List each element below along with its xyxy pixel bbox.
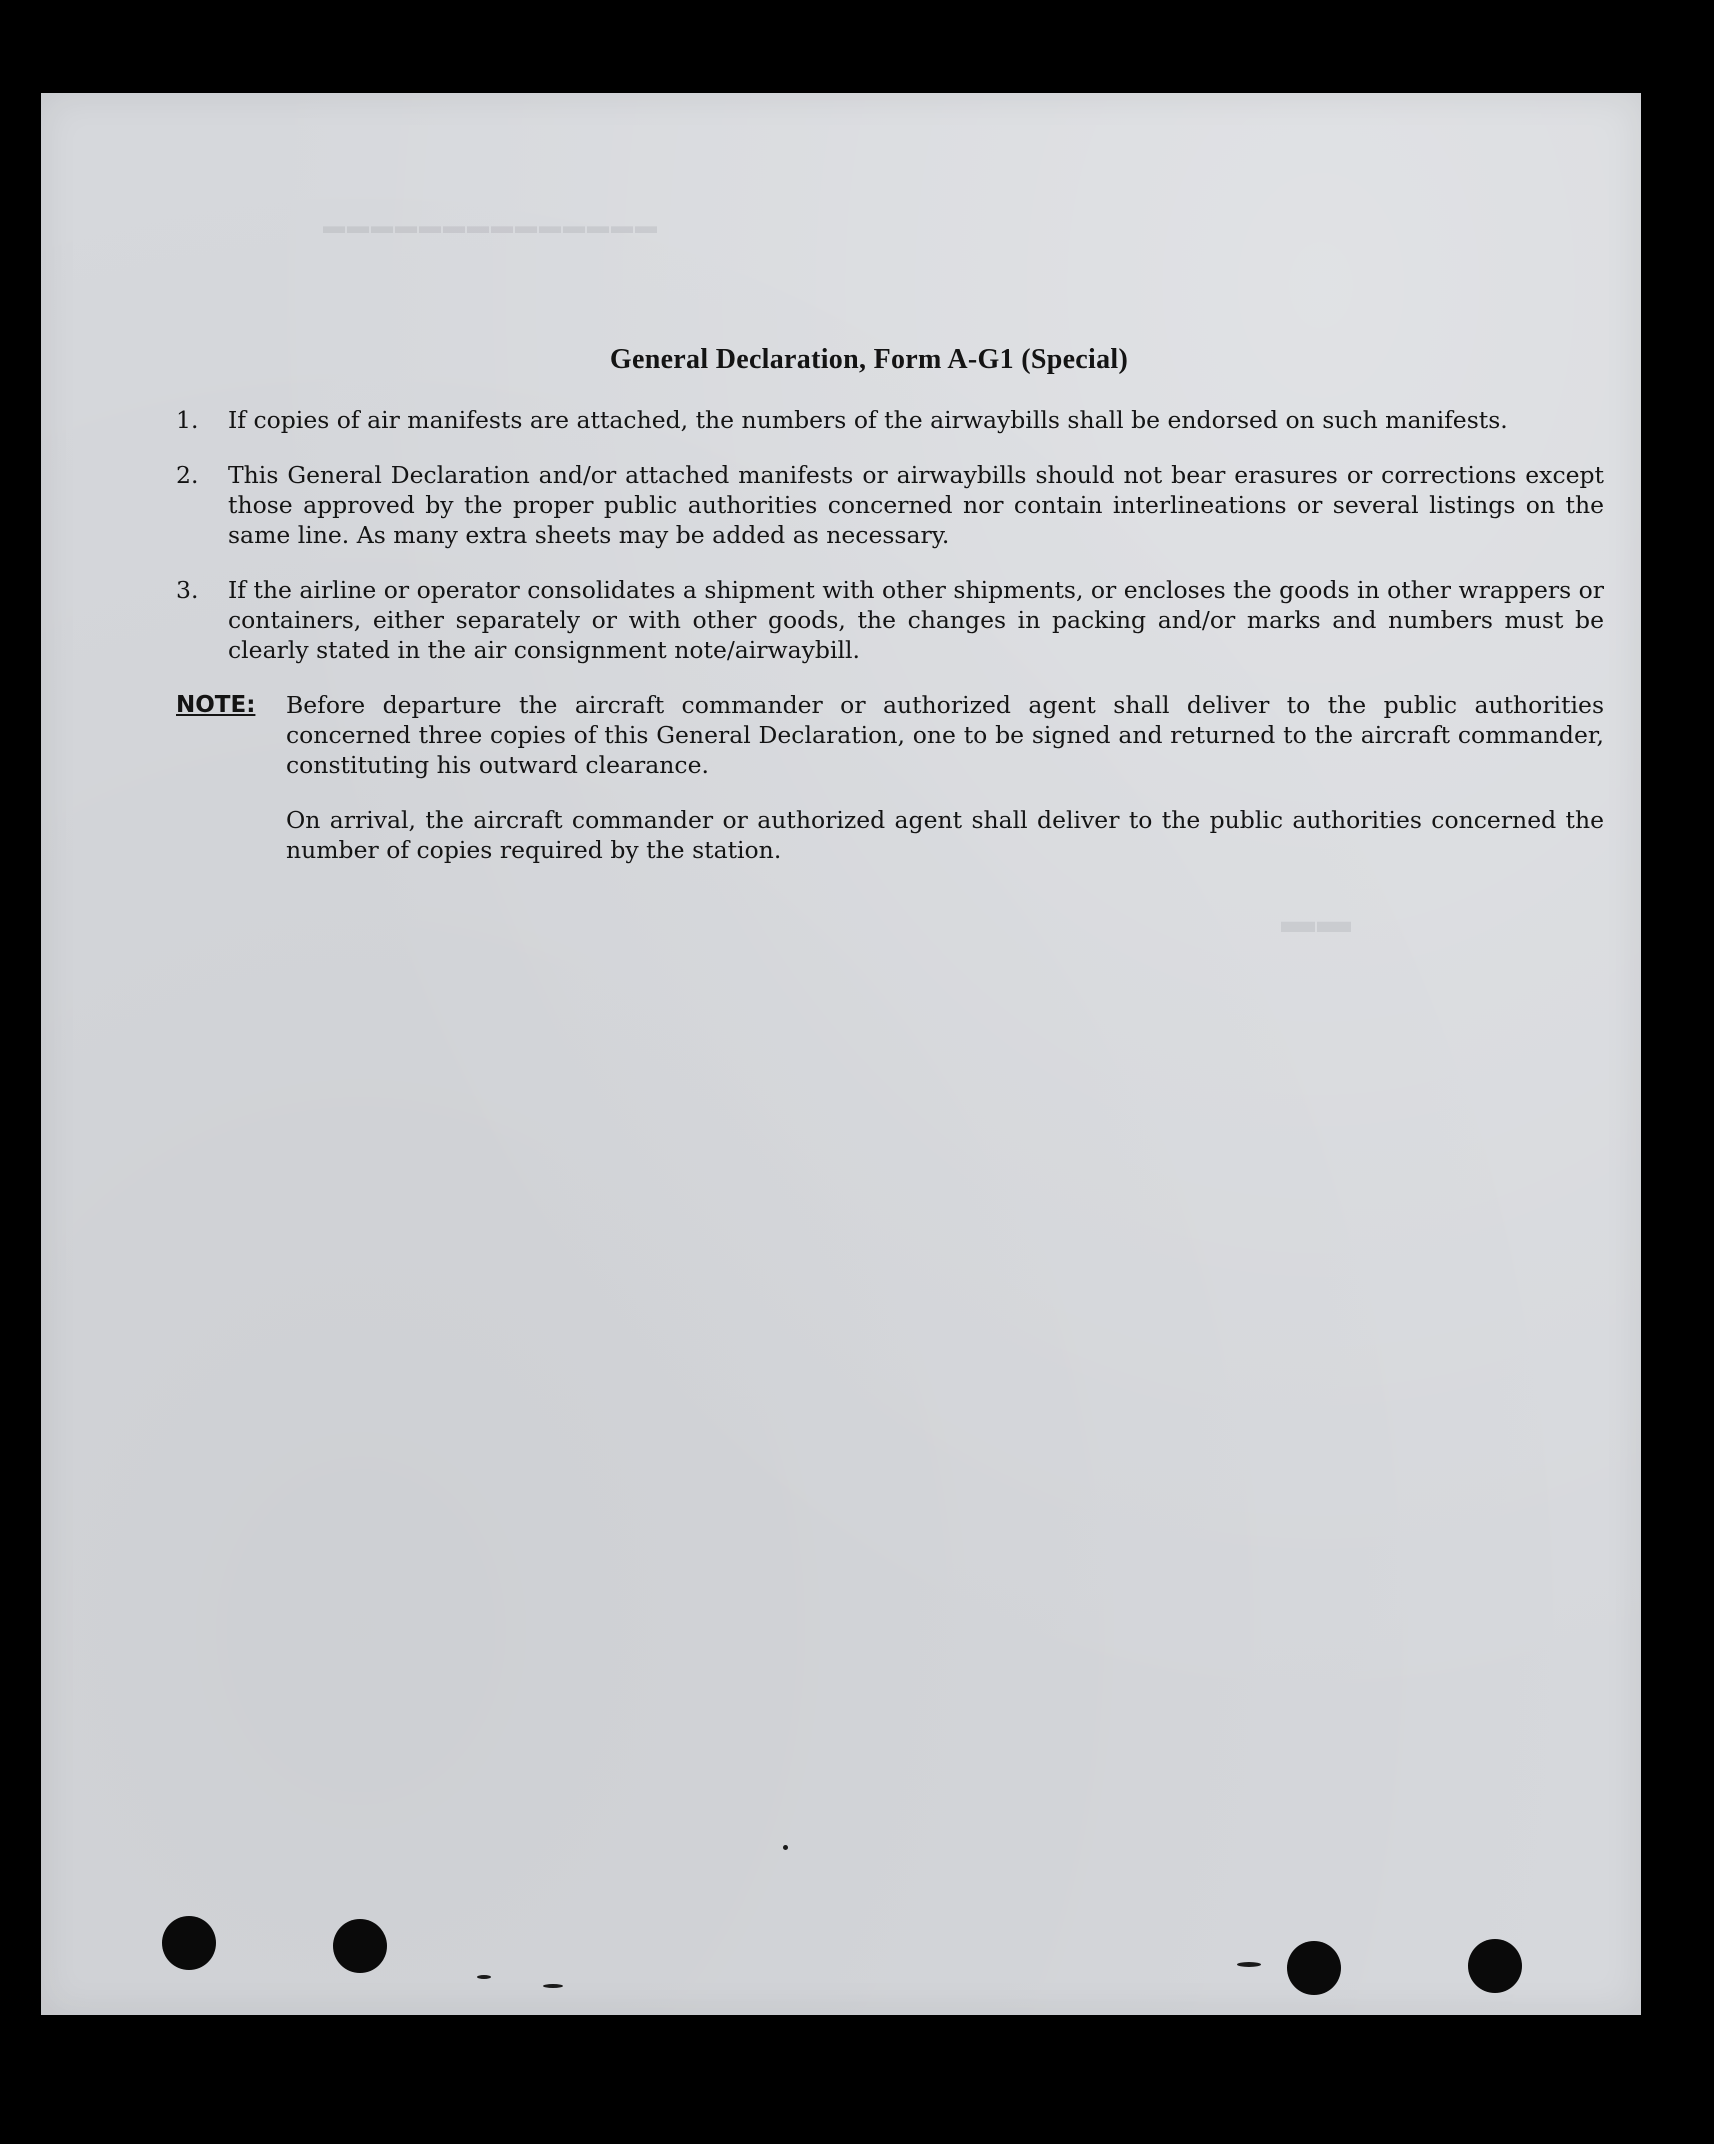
speck bbox=[477, 1975, 491, 1979]
item-text: If copies of air manifests are attached, the numbers of the airwaybills shall be endorsed on such manifests. bbox=[228, 406, 1508, 434]
item-text: This General Declaration and/or attached manifests or airwaybills should not bear erasures or corrections except those approved by the proper public authorities concerned nor contain interlineations or several listings on the same line. As many extra sheets may be added as necessary. bbox=[228, 461, 1604, 549]
item-number: 2. bbox=[176, 461, 199, 489]
speck bbox=[1237, 1962, 1261, 1967]
speck bbox=[783, 1845, 788, 1850]
note-label: NOTE: bbox=[176, 692, 256, 718]
note-body bbox=[286, 690, 1604, 890]
note-section bbox=[134, 690, 1604, 890]
note-paragraph: On arrival, the aircraft commander or authorized agent shall deliver to the public authorities concerned the number of copies required by the station. bbox=[286, 806, 1604, 864]
show-through-text: ▬▬ bbox=[1281, 903, 1353, 940]
punch-hole bbox=[1287, 1941, 1341, 1995]
note-paragraph: Before departure the aircraft commander or authorized agent shall deliver to the public authorities concerned three copies of this General Declaration, one to be signed and returned to the aircraft commander, constituting his outward clearance. bbox=[286, 691, 1604, 779]
punch-hole bbox=[333, 1919, 387, 1973]
show-through-text: ▬▬▬▬▬▬▬▬▬▬▬▬▬▬ bbox=[321, 213, 657, 238]
item-number: 3. bbox=[176, 576, 199, 604]
list-item bbox=[134, 460, 1604, 550]
punch-hole bbox=[1468, 1939, 1522, 1993]
item-text: If the airline or operator consolidates a shipment with other shipments, or encloses the goods in other wrappers or containers, either separately or with other goods, the changes in packing and/or marks and numbers must be clearly stated in the air consignment note/airwaybill. bbox=[228, 576, 1604, 664]
speck bbox=[543, 1984, 563, 1988]
page-title: General Declaration, Form A-G1 (Special) bbox=[609, 344, 1129, 375]
document-page bbox=[41, 93, 1641, 2015]
item-number: 1. bbox=[176, 406, 199, 434]
list-item bbox=[134, 405, 1604, 435]
declaration-content bbox=[134, 253, 1604, 890]
list-item bbox=[134, 575, 1604, 665]
punch-hole bbox=[162, 1916, 216, 1970]
